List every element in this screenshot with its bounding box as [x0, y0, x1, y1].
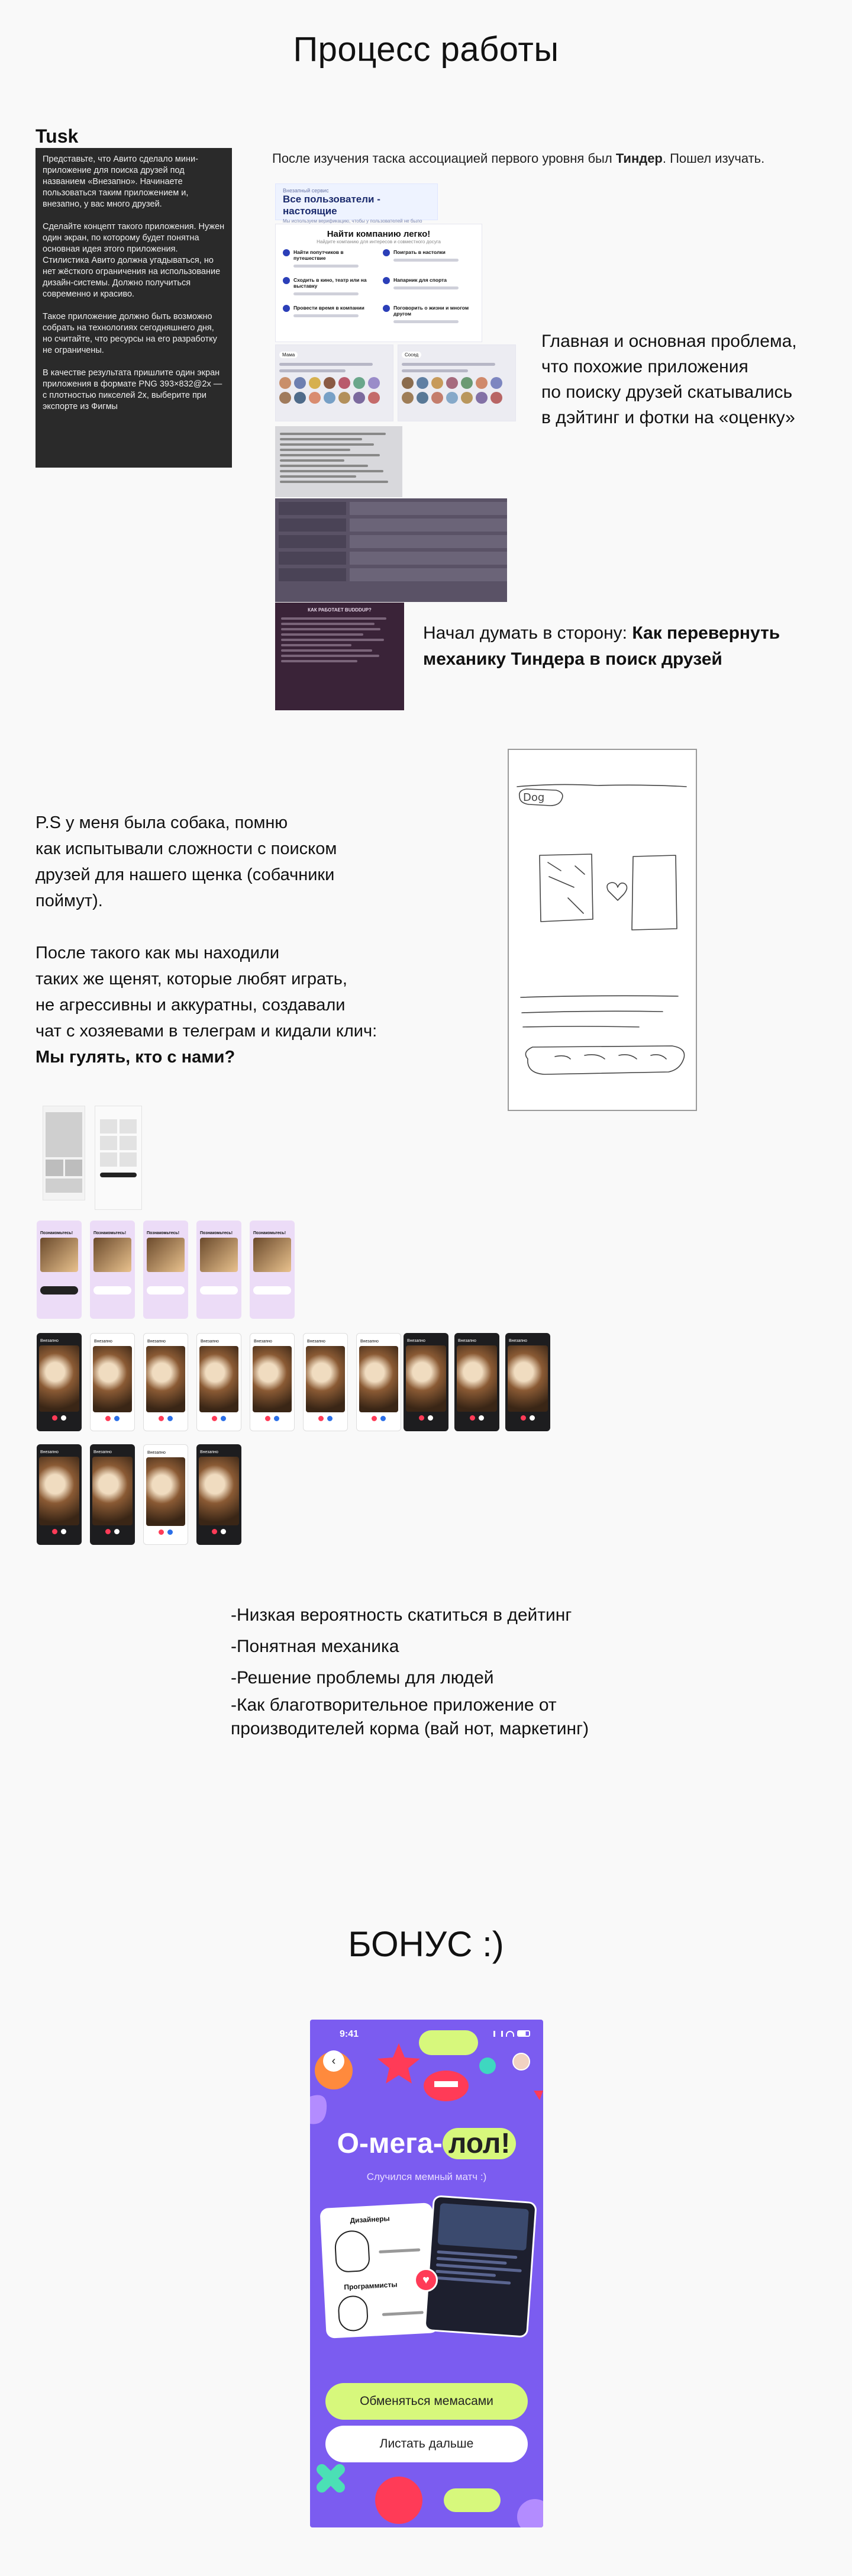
banner-small-text: Внезапный сервис — [283, 188, 329, 194]
intro-tail: . Пошел изучать. — [662, 151, 765, 166]
sticker-pink-blob — [375, 2477, 422, 2524]
task-title: Tusk — [36, 125, 79, 147]
research-dark-panel — [275, 603, 404, 710]
avatar-grid — [402, 377, 512, 404]
avatar — [353, 377, 365, 389]
feature-item — [283, 277, 375, 299]
research-feature-card — [275, 224, 482, 342]
feature-item — [383, 305, 475, 327]
bonus-phone-screen — [310, 2020, 543, 2527]
avatar — [476, 392, 488, 404]
problem-line: что похожие приложения — [541, 357, 748, 376]
ps-line: таких же щенят, которые любят играть, — [36, 970, 347, 988]
ps-line: После такого как мы находили — [36, 944, 280, 962]
table-cell — [350, 502, 507, 515]
screen-title: Внезапно — [307, 1339, 325, 1344]
feature-dot-icon — [283, 305, 290, 312]
avatar — [368, 377, 380, 389]
dark-screens-row — [37, 1333, 557, 1434]
avatar — [490, 392, 502, 404]
idea-text — [423, 620, 780, 672]
task-paragraph: В качестве результата пришлите один экран приложения в формате PNG 393×832@2x — с плотностью пикселей 2x, выберите при экспорте из Фигмы — [43, 368, 222, 411]
sketch-heart-icon — [607, 883, 627, 900]
benefit-item: -Как благотворительное приложение от — [231, 1695, 557, 1715]
ps-line-spacer — [36, 914, 377, 940]
ps-bold: Мы гулять, кто с нами? — [36, 1048, 235, 1067]
dark-phone-screen — [250, 1333, 295, 1431]
dark-phone-screen — [303, 1333, 348, 1431]
avatar — [324, 377, 335, 389]
problem-line: в дэйтинг и фотки на «оценку» — [541, 408, 795, 427]
hand-sketch — [508, 749, 697, 1111]
bonus-headline — [310, 2127, 543, 2160]
avatar — [279, 392, 291, 404]
dark-phone-screen — [143, 1333, 188, 1431]
sketch-bottom-pill — [525, 1046, 684, 1074]
status-time: 9:41 — [340, 2029, 359, 2039]
idea-bold-2: механику Тиндера в поиск друзей — [423, 649, 722, 669]
screen-title: Внезапно — [509, 1339, 527, 1343]
avatar — [402, 377, 414, 389]
page-title: Процесс работы — [293, 30, 559, 69]
banner-title: Все пользователи - настоящие — [283, 194, 380, 217]
feature-dot-icon — [283, 277, 290, 284]
avatar — [490, 377, 502, 389]
dark-phone-screen — [37, 1333, 82, 1431]
ps-line: чат с хозяевами в телеграм и кидали клич: — [36, 1022, 377, 1041]
avatar — [417, 377, 428, 389]
task-description — [36, 148, 232, 468]
dark-phone-screen — [37, 1444, 82, 1545]
sketch-tab — [585, 1055, 605, 1059]
screen-title: Внезапно — [93, 1450, 112, 1454]
dark-phone-screen — [356, 1333, 401, 1431]
avatar — [461, 377, 473, 389]
task-paragraph: Такое приложение должно быть возможно собрать на технологиях сегодняшнего дня, но считайте, что ресурсы на его разработку не ограничены. — [43, 312, 217, 355]
meme-label: Дизайнеры — [350, 2214, 390, 2225]
headline-part-a: О-мега- — [337, 2128, 443, 2159]
problem-line: Главная и основная проблема, — [541, 331, 797, 351]
feature-dot-icon — [383, 305, 390, 312]
sketch-card-right — [632, 855, 677, 930]
community-card — [398, 344, 516, 421]
screen-title: Внезапно — [407, 1339, 425, 1343]
feature-dot-icon — [383, 249, 390, 256]
screen-title: Внезапно — [360, 1339, 379, 1344]
feature-label: Провести время в компании — [293, 305, 364, 311]
table-cell — [350, 519, 507, 532]
avatar — [338, 392, 350, 404]
sketch-tab — [619, 1055, 637, 1059]
screen-title: Познакомьтесь! — [147, 1231, 180, 1235]
ps-line: P.S у меня была собака, помню — [36, 813, 288, 832]
sketch-card-left — [540, 854, 593, 922]
avatar — [338, 377, 350, 389]
screen-title: Познакомьтесь! — [40, 1231, 73, 1235]
benefit-item: -Решение проблемы для людей — [231, 1668, 494, 1688]
table-cell — [350, 568, 507, 581]
table-cell — [350, 552, 507, 565]
dark-phone-screen — [90, 1333, 135, 1431]
sticker-lime-bottom — [444, 2488, 501, 2512]
dark-phone-screen — [196, 1333, 241, 1431]
feature-label: Найти попутчиков в путешествие — [293, 249, 344, 261]
dark-phone-screen — [454, 1333, 499, 1431]
task-paragraph: Сделайте концепт такого приложения. Нужен один экран, по которому будет понятна основная идея этого приложения. Стилистика Авито должна угадываться, но нет жёсткого ограничения на использование дизайн-системы. Должно получиться современно и красиво. — [43, 222, 225, 299]
intro-bold: Тиндер — [615, 151, 663, 166]
table-cell — [279, 519, 346, 532]
sketch-line — [521, 996, 678, 997]
feature-label: Сходить в кино, театр или на выставку — [293, 277, 367, 289]
heart-icon: ♥ — [414, 2268, 438, 2292]
screen-title: Внезапно — [40, 1450, 59, 1454]
back-button[interactable] — [323, 2050, 344, 2072]
avatar — [417, 392, 428, 404]
sticker-teal-dot — [479, 2057, 496, 2074]
feature-label: Поиграть в настолки — [393, 249, 446, 255]
screen-title: Внезапно — [94, 1339, 112, 1344]
avatar[interactable] — [512, 2053, 530, 2071]
sticker-red-star — [377, 2043, 420, 2084]
problem-line: по поиску друзей скатывались — [541, 382, 793, 402]
avatar — [461, 392, 473, 404]
ps-line: поймут). — [36, 891, 103, 910]
light-phone-screen — [143, 1221, 188, 1319]
table-cell — [279, 552, 346, 565]
intro-text — [272, 151, 764, 166]
screen-title: Познакомьтесь! — [253, 1231, 286, 1235]
meme-card-right — [424, 2195, 537, 2338]
screen-title: Внезапно — [147, 1451, 166, 1455]
light-phone-screen — [37, 1221, 82, 1319]
dark-phone-screen — [196, 1444, 241, 1545]
benefits-list — [231, 1599, 589, 1741]
light-phone-screen — [90, 1221, 135, 1319]
avatar — [294, 392, 306, 404]
ps-story — [36, 810, 377, 1070]
avatar — [446, 377, 458, 389]
ps-line: не агрессивны и аккуратны, создавали — [36, 996, 346, 1015]
ps-line: друзей для нашего щенка (собачники — [36, 865, 335, 884]
dark-panel-heading: КАК РАБОТАЕТ BUDDDUP? — [308, 607, 372, 613]
sketch-label: Dog — [523, 791, 545, 804]
table-cell — [279, 502, 346, 515]
light-screens-row — [37, 1221, 297, 1321]
screen-title: Внезапно — [40, 1339, 59, 1343]
dark-phone-screen — [143, 1444, 188, 1545]
avatar — [294, 377, 306, 389]
headline-part-b: лол! — [443, 2128, 516, 2159]
feature-item — [283, 305, 375, 327]
wireframe-screen — [95, 1106, 142, 1210]
dark-phone-screen — [404, 1333, 448, 1431]
meme-face — [334, 2230, 370, 2273]
sketch-drawing — [509, 750, 696, 1110]
avatar — [309, 377, 321, 389]
sticker-purple-x — [322, 2469, 340, 2487]
table-cell — [279, 535, 346, 548]
table-cell — [279, 568, 346, 581]
table-cell — [350, 535, 507, 548]
banner-sub: Мы используем верификацию, чтобы у пользователей не было — [283, 218, 422, 224]
meme-face — [337, 2295, 369, 2332]
sketch-tab — [651, 1055, 666, 1059]
avatar — [402, 392, 414, 404]
avatar — [324, 392, 335, 404]
wireframe-screen — [43, 1106, 85, 1200]
scroll-next-button[interactable]: Листать дальше — [325, 2426, 528, 2462]
dark-phone-screen — [90, 1444, 135, 1545]
chip-label: Сосед — [402, 352, 421, 358]
avatar — [368, 392, 380, 404]
screen-title: Внезапно — [254, 1339, 272, 1344]
main-problem-text — [541, 329, 797, 430]
intro-plain: После изучения таска ассоциацией первого уровня был — [272, 151, 616, 166]
feature-label: Поговорить о жизни и многом другом — [393, 305, 469, 317]
meme-label: Программисты — [344, 2280, 398, 2292]
avatar — [353, 392, 365, 404]
dark-screens-row — [37, 1444, 297, 1545]
community-card — [275, 344, 393, 421]
sketch-line — [523, 1026, 639, 1027]
screen-title: Внезапно — [201, 1339, 219, 1344]
screen-title: Познакомьтесь! — [200, 1231, 233, 1235]
sticker-lime-pill — [419, 2030, 478, 2055]
chevron-left-icon: ‹ — [331, 2054, 336, 2068]
research-table — [275, 498, 507, 602]
task-paragraph: Представьте, что Авито сделало мини-приложение для поиска друзей под названием «Внезапно». Начинаете пользоваться таким приложением и, внезапно, у вас много друзей. — [43, 154, 198, 209]
avatar — [476, 377, 488, 389]
sticker-teeth — [434, 2081, 458, 2087]
feature-item — [283, 249, 375, 271]
light-phone-screen — [196, 1221, 241, 1319]
screen-title: Познакомьтесь! — [93, 1231, 127, 1235]
light-phone-screen — [250, 1221, 295, 1319]
research-banner — [275, 183, 438, 224]
sketch-tab — [555, 1056, 570, 1059]
sticker-bottom-right — [517, 2499, 543, 2527]
feature-dot-icon — [383, 277, 390, 284]
sketch-image-lines — [548, 862, 585, 913]
feature-dot-icon — [283, 249, 290, 256]
screen-title: Внезапно — [200, 1450, 218, 1454]
exchange-memes-button[interactable]: Обменяться мемасами — [325, 2383, 528, 2420]
ps-line: как испытывали сложности с поиском — [36, 839, 337, 858]
sticker-right-star — [534, 2091, 543, 2100]
avatar — [431, 377, 443, 389]
avatar — [309, 392, 321, 404]
benefit-item: производителей корма (вай нот, маркетинг) — [231, 1719, 589, 1738]
screen-title: Внезапно — [458, 1339, 476, 1343]
avatar — [279, 377, 291, 389]
sticker-purple-blob — [310, 2095, 327, 2124]
bonus-title: БОНУС :) — [348, 1924, 504, 1964]
idea-bold: Как перевернуть — [632, 623, 780, 643]
avatar — [431, 392, 443, 404]
benefit-item: -Понятная механика — [231, 1637, 399, 1656]
feature-label: Напарник для спорта — [393, 277, 447, 283]
sketch-topbar — [517, 784, 686, 787]
benefit-item: -Низкая вероятность скатиться в дейтинг — [231, 1605, 572, 1625]
bonus-subtitle: Случился мемный матч :) — [366, 2171, 487, 2182]
avatar-grid — [279, 377, 389, 404]
avatar — [446, 392, 458, 404]
card-sub: Найдите компанию для интересов и совместного досуга — [317, 239, 441, 244]
sketch-line — [522, 1011, 663, 1013]
research-list-panel — [275, 426, 402, 497]
dark-phone-screen — [505, 1333, 550, 1431]
chip-label: Мама — [279, 352, 298, 358]
feature-item — [383, 277, 475, 299]
card-title: Найти компанию легко! — [327, 229, 431, 239]
feature-item — [383, 249, 475, 271]
screen-title: Внезапно — [147, 1339, 166, 1344]
idea-plain: Начал думать в сторону: — [423, 623, 632, 643]
